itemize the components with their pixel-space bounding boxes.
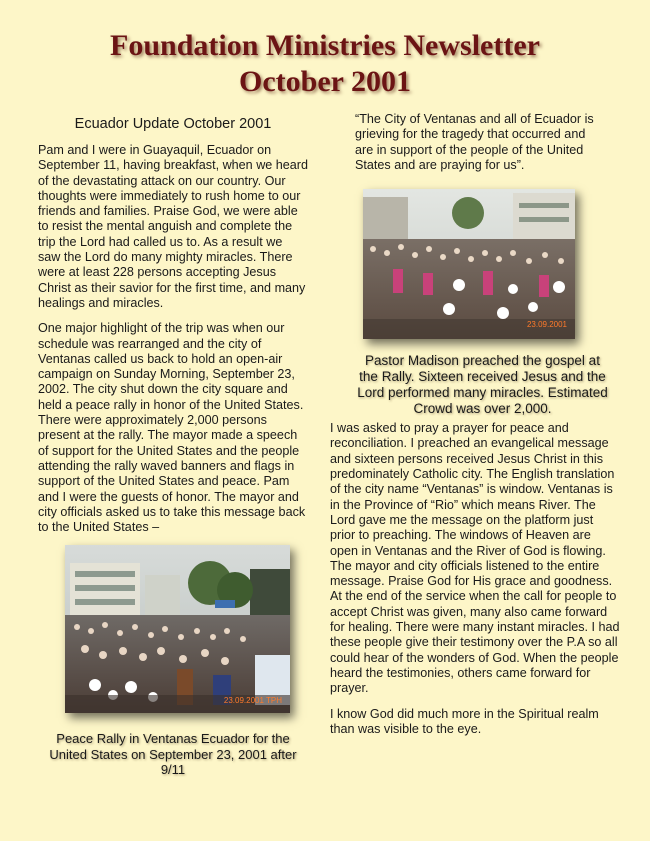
right-photo-caption: Pastor Madison preached the gospel at the Rally. Sixteen received Jesus and the Lord performed many miracles. Estimated Crowd was over 2,000. [357,353,608,417]
peace-rally-photo [65,545,290,713]
pastor-preaching-photo [363,189,575,339]
left-paragraph-1: Pam and I were in Guayaquil, Ecuador on September 11, having breakfast, when we heard of the devastating attack on our country. Our thoughts were immediately to rush home to our friends and families. Praise God, we were able to resist the mental anguish and complete the trip the Lord had called us to. As a result we saw the Lord do many mighty miracles. There were at least 228 persons accepting Jesus Christ as their savior for the first time, and many healings and miracles. [38,143,308,310]
right-paragraph-1: I was asked to pray a prayer for peace and reconciliation. I preached an evangelical message and sixteen persons received Jesus Christ in this predominately Catholic city. The English translation of the city name “Ventanas” is window. Ventanas is in the Province of “Rio” which means River. The Lord gave me the message on the platform just prior to preaching. The windows of Heaven are open in Ventanas and the River of God is flowing. The mayor and city officials listened to the entire message. Praise God for His grace and goodness. At the end of the service when the call for people to accept Christ was given, many also came forward for healing. There were many instant miracles. I had these people give their testimony over the P.A so all could hear of the wonders of God. When the people heard the testimonies, others came forward for prayer. [330,421,620,696]
crowd-photo-graphic [65,545,290,713]
photo-date-stamp: 23.09.2001 TPH [223,696,282,706]
newsletter-title [0,28,650,100]
mayor-quote: “The City of Ventanas and all of Ecuador is grieving for the tragedy that occurred and are in support of the people of the United States and are praying for us”. [355,112,594,172]
section-heading: Ecuador Update October 2001 [74,116,272,132]
title-line-2: October 2001 [239,65,411,98]
left-paragraph-2: One major highlight of the trip was when our schedule was rearranged and the city of Ventanas called us back to hold an open-air campaign on Sunday Morning, September 23, 2002. The city shut down the city square and held a peace rally in honor of the United States. There were approximately 2,000 persons present at the rally. The mayor made a speech of support for the United States and the people attending the rally waved banners and flags in support of the United States and peace. Pam and I were the guests of honor. The mayor and city officials asked us to take this message back to the United States – [38,321,306,535]
right-column [330,112,620,747]
title-line-1: Foundation Ministries Newsletter [110,29,540,62]
right-paragraph-2: I know God did much more in the Spiritual realm than was visible to the eye. [330,706,599,736]
left-column [38,115,308,778]
photo-date-stamp-right: 23.09.2001 [526,320,567,330]
rally-photo-graphic [363,189,575,339]
left-photo-caption: Peace Rally in Ventanas Ecuador for the United States on September 23, 2001 after 9/11 [49,731,297,778]
